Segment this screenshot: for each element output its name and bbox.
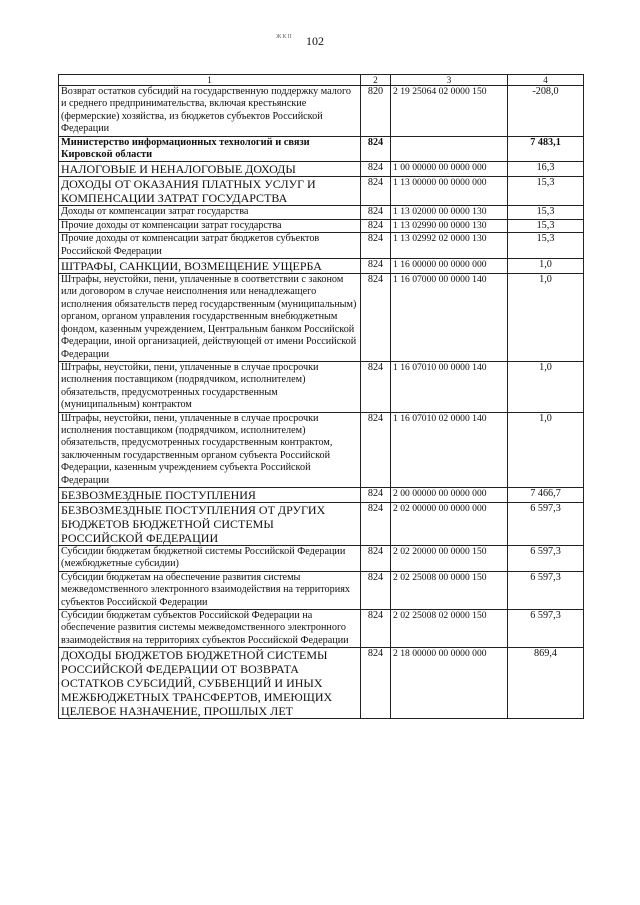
row-amount-cell: -208,0 — [508, 86, 584, 137]
row-amount-cell: 6 597,3 — [508, 571, 584, 609]
row-amount-cell: 6 597,3 — [508, 545, 584, 571]
row-name-cell: НАЛОГОВЫЕ И НЕНАЛОГОВЫЕ ДОХОДЫ — [59, 162, 361, 177]
row-amount-cell: 869,4 — [508, 648, 584, 719]
table-row — [59, 610, 584, 648]
row-name-cell: Возврат остатков субсидий на государственную поддержку малого и среднего предпринимательства, включая крестьянские (фермерские) хозяйства, из бюджетов субъектов Российской Федерации — [59, 86, 361, 137]
row-amount-cell: 15,3 — [508, 219, 584, 232]
row-name-cell: Штрафы, неустойки, пени, уплаченные в соответствии с законом или договором в случае неисполнения или ненадлежащего исполнения обязательств перед государственным (муниципальным) органом, органом управления государственным внебюджетным фондом, казенным учреждением, Центральным банком Российской Федерации, иной организацией, действующей от имени Российской Федерации — [59, 274, 361, 362]
row-amount-cell: 1,0 — [508, 274, 584, 362]
table-row — [59, 86, 584, 137]
row-kbk-cell: 2 18 00000 00 0000 000 — [391, 648, 508, 719]
row-code-cell: 824 — [361, 648, 391, 719]
row-name-cell: БЕЗВОЗМЕЗДНЫЕ ПОСТУПЛЕНИЯ — [59, 487, 361, 502]
row-name-cell: Прочие доходы от компенсации затрат бюджетов субъектов Российской Федерации — [59, 233, 361, 259]
row-code-cell: 824 — [361, 361, 391, 412]
header-col-kbk: 3 — [391, 75, 508, 86]
row-name-cell: Доходы от компенсации затрат государства — [59, 206, 361, 219]
table-row — [59, 233, 584, 259]
row-code-cell: 824 — [361, 412, 391, 487]
row-name-cell: ДОХОДЫ БЮДЖЕТОВ БЮДЖЕТНОЙ СИСТЕМЫ РОССИЙСКОЙ ФЕДЕРАЦИИ ОТ ВОЗВРАТА ОСТАТКОВ СУБСИДИЙ, СУБВЕНЦИЙ И ИНЫХ МЕЖБЮДЖЕТНЫХ ТРАНСФЕРТОВ, ИМЕЮЩИХ ЦЕЛЕВОЕ НАЗНАЧЕНИЕ, ПРОШЛЫХ ЛЕТ — [59, 648, 361, 719]
table-row — [59, 648, 584, 719]
row-kbk-cell: 2 02 25008 00 0000 150 — [391, 571, 508, 609]
row-code-cell: 820 — [361, 86, 391, 137]
row-name-cell: Штрафы, неустойки, пени, уплаченные в случае просрочки исполнения поставщиком (подрядчиком, исполнителем) обязательств, предусмотренных государственным (муниципальным) контрактом — [59, 361, 361, 412]
row-code-cell: 824 — [361, 259, 391, 274]
table-row — [59, 136, 584, 162]
table-row — [59, 571, 584, 609]
row-amount-cell: 16,3 — [508, 162, 584, 177]
row-kbk-cell: 2 02 20000 00 0000 150 — [391, 545, 508, 571]
table-row — [59, 545, 584, 571]
row-code-cell: 824 — [361, 571, 391, 609]
table-row — [59, 487, 584, 502]
table-header-row — [59, 75, 584, 86]
row-kbk-cell: 2 02 00000 00 0000 000 — [391, 502, 508, 545]
table-row — [59, 412, 584, 487]
table-body — [59, 86, 584, 719]
row-name-cell: БЕЗВОЗМЕЗДНЫЕ ПОСТУПЛЕНИЯ ОТ ДРУГИХ БЮДЖЕТОВ БЮДЖЕТНОЙ СИСТЕМЫ РОССИЙСКОЙ ФЕДЕРАЦИИ — [59, 502, 361, 545]
header-col-code: 2 — [361, 75, 391, 86]
row-code-cell: 824 — [361, 177, 391, 206]
table-row — [59, 162, 584, 177]
row-code-cell: 824 — [361, 162, 391, 177]
row-name-cell: Министерство информационных технологий и связи Кировской области — [59, 136, 361, 162]
row-amount-cell: 6 597,3 — [508, 502, 584, 545]
row-code-cell: 824 — [361, 502, 391, 545]
row-code-cell: 824 — [361, 487, 391, 502]
table-row — [59, 219, 584, 232]
header-col-amount: 4 — [508, 75, 584, 86]
row-kbk-cell: 1 16 00000 00 0000 000 — [391, 259, 508, 274]
row-kbk-cell: 2 19 25064 02 0000 150 — [391, 86, 508, 137]
header-col-name: 1 — [59, 75, 361, 86]
page-number: 102 — [306, 34, 324, 48]
row-kbk-cell — [391, 136, 508, 162]
table-row — [59, 361, 584, 412]
row-code-cell: 824 — [361, 136, 391, 162]
row-amount-cell: 15,3 — [508, 206, 584, 219]
row-amount-cell: 15,3 — [508, 233, 584, 259]
row-code-cell: 824 — [361, 219, 391, 232]
row-kbk-cell: 2 00 00000 00 0000 000 — [391, 487, 508, 502]
row-kbk-cell: 1 16 07000 00 0000 140 — [391, 274, 508, 362]
row-name-cell: Прочие доходы от компенсации затрат государства — [59, 219, 361, 232]
table-row — [59, 274, 584, 362]
row-kbk-cell: 1 13 02000 00 0000 130 — [391, 206, 508, 219]
table-row — [59, 502, 584, 545]
row-kbk-cell: 1 13 00000 00 0000 000 — [391, 177, 508, 206]
row-code-cell: 824 — [361, 274, 391, 362]
row-name-cell: Субсидии бюджетам субъектов Российской Федерации на обеспечение развития системы межведомственного электронного взаимодействия на территориях субъектов Российской Федерации — [59, 610, 361, 648]
row-kbk-cell: 1 16 07010 00 0000 140 — [391, 361, 508, 412]
row-name-cell: ДОХОДЫ ОТ ОКАЗАНИЯ ПЛАТНЫХ УСЛУГ И КОМПЕНСАЦИИ ЗАТРАТ ГОСУДАРСТВА — [59, 177, 361, 206]
row-name-cell: Субсидии бюджетам на обеспечение развития системы межведомственного электронного взаимодействия на территориях субъектов Российской Федерации — [59, 571, 361, 609]
row-amount-cell: 7 483,1 — [508, 136, 584, 162]
row-amount-cell: 1,0 — [508, 259, 584, 274]
row-code-cell: 824 — [361, 610, 391, 648]
row-name-cell: Штрафы, неустойки, пени, уплаченные в случае просрочки исполнения поставщиком (подрядчиком, исполнителем) обязательств, предусмотренных государственным контрактом, заключенным государственным органом субъекта Российской Федерации, казенным учреждением субъекта Российской Федерации — [59, 412, 361, 487]
row-kbk-cell: 1 00 00000 00 0000 000 — [391, 162, 508, 177]
row-code-cell: 824 — [361, 545, 391, 571]
document-stamp: ЖКП — [276, 34, 293, 40]
row-kbk-cell: 1 13 02990 00 0000 130 — [391, 219, 508, 232]
row-kbk-cell: 1 13 02992 02 0000 130 — [391, 233, 508, 259]
row-name-cell: Субсидии бюджетам бюджетной системы Российской Федерации (межбюджетные субсидии) — [59, 545, 361, 571]
row-code-cell: 824 — [361, 233, 391, 259]
row-amount-cell: 6 597,3 — [508, 610, 584, 648]
row-kbk-cell: 1 16 07010 02 0000 140 — [391, 412, 508, 487]
row-amount-cell: 1,0 — [508, 412, 584, 487]
row-code-cell: 824 — [361, 206, 391, 219]
row-kbk-cell: 2 02 25008 02 0000 150 — [391, 610, 508, 648]
table-row — [59, 259, 584, 274]
row-amount-cell: 1,0 — [508, 361, 584, 412]
row-amount-cell: 7 466,7 — [508, 487, 584, 502]
table-row — [59, 206, 584, 219]
row-name-cell: ШТРАФЫ, САНКЦИИ, ВОЗМЕЩЕНИЕ УЩЕРБА — [59, 259, 361, 274]
row-amount-cell: 15,3 — [508, 177, 584, 206]
budget-revenue-table — [58, 74, 584, 719]
table-row — [59, 177, 584, 206]
